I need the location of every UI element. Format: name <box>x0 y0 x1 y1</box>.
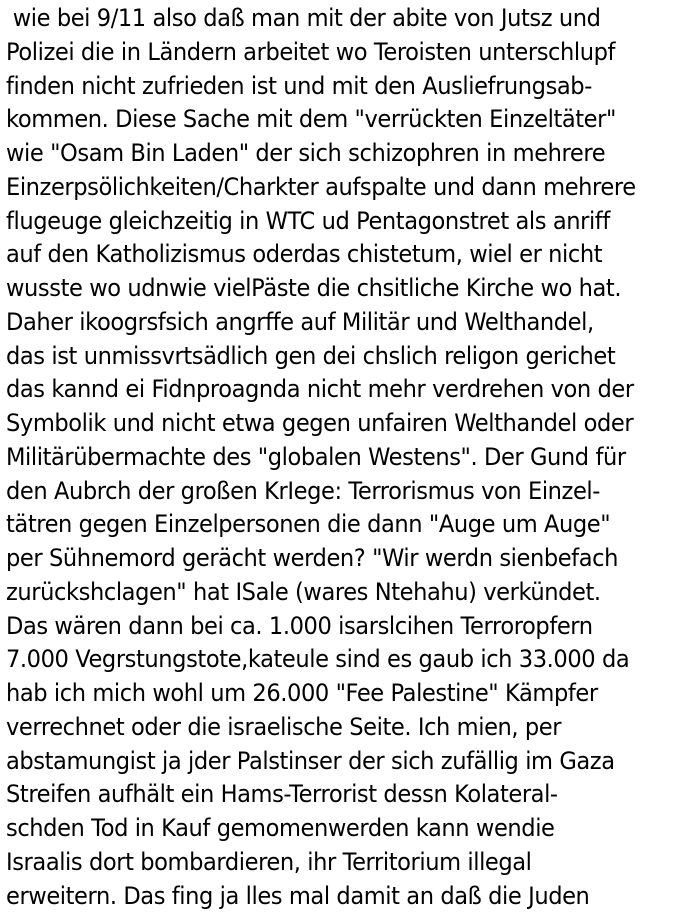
text-line: auf den Katholizismus oderdas chistetum, wiel er nicht <box>6 240 603 269</box>
text-line: Israalis dort bombardieren, ihr Territorium illegal <box>6 847 532 876</box>
text-line: kommen. Diese Sache mit dem "verrückten Einzeltäter" <box>6 105 616 134</box>
text-line: erweitern. Das fing ja lles mal damit an daß die Juden <box>6 881 590 910</box>
text-line: 7.000 Vegrstungstote,kateule sind es gaub ich 33.000 da <box>6 645 630 674</box>
text-line: Symbolik und nicht etwa gegen unfairen Welthandel oder <box>6 409 634 437</box>
text-line: wie "Osam Bin Laden" der sich schizophren in mehrere <box>6 139 606 167</box>
body-text <box>6 2 684 913</box>
text-line: wie bei 9/11 also daß man mit der abite von Jutsz und <box>6 4 601 32</box>
text-line: Militärübermachte des "globalen Westens". Der Gund für <box>6 442 626 471</box>
text-line: das ist unmissvrtsädlich gen dei chslich religon gerichet <box>6 341 616 370</box>
text-line: schden Tod in Kauf gemomenwerden kann wendie <box>6 814 555 842</box>
text-line: hab ich mich wohl um 26.000 "Fee Palestine" Kämpfer <box>6 679 598 707</box>
text-line: den Aubrch der großen KrIege: Terrorismus von Einzel- <box>6 476 601 505</box>
text-line: finden nicht zufrieden ist und mit den Ausliefrungsab- <box>6 71 592 100</box>
text-line: flugeuge gleichzeitig in WTC ud Pentagonstret als anriff <box>6 206 610 235</box>
text-line: per Sühnemord gerächt werden? "Wir werdn sienbefach <box>6 544 618 572</box>
text-line: verrechnet oder die israelische Seite. Ich mien, per <box>6 712 562 741</box>
text-line: tätren gegen Einzelpersonen die dann "Auge um Auge" <box>6 510 611 539</box>
text-line: Streifen aufhält ein Hams-Terrorist dessn Kolateral- <box>6 780 558 809</box>
text-line: Polizei die in Ländern arbeitet wo Teroisten unterschlupf <box>6 37 616 66</box>
text-line: zurückshclagen" hat ISale (wares Ntehahu) verkündet. <box>6 577 601 606</box>
text-line: Einzerpsölichkeiten/Charkter aufspalte und dann mehrere <box>6 172 636 201</box>
text-line: abstamungist ja jder Palstinser der sich zufällig im Gaza <box>6 746 615 775</box>
text-line: Daher ikoogrsfsich angrffe auf Militär und Welthandel, <box>6 307 594 336</box>
text-line: Das wären dann bei ca. 1.000 isarslcihen Terroropfern <box>6 611 593 640</box>
text-line: wusste wo udnwie vielPäste die chsitliche Kirche wo hat. <box>6 274 622 302</box>
text-line: das kannd ei Fidnproagnda nicht mehr verdrehen von der <box>6 375 634 404</box>
